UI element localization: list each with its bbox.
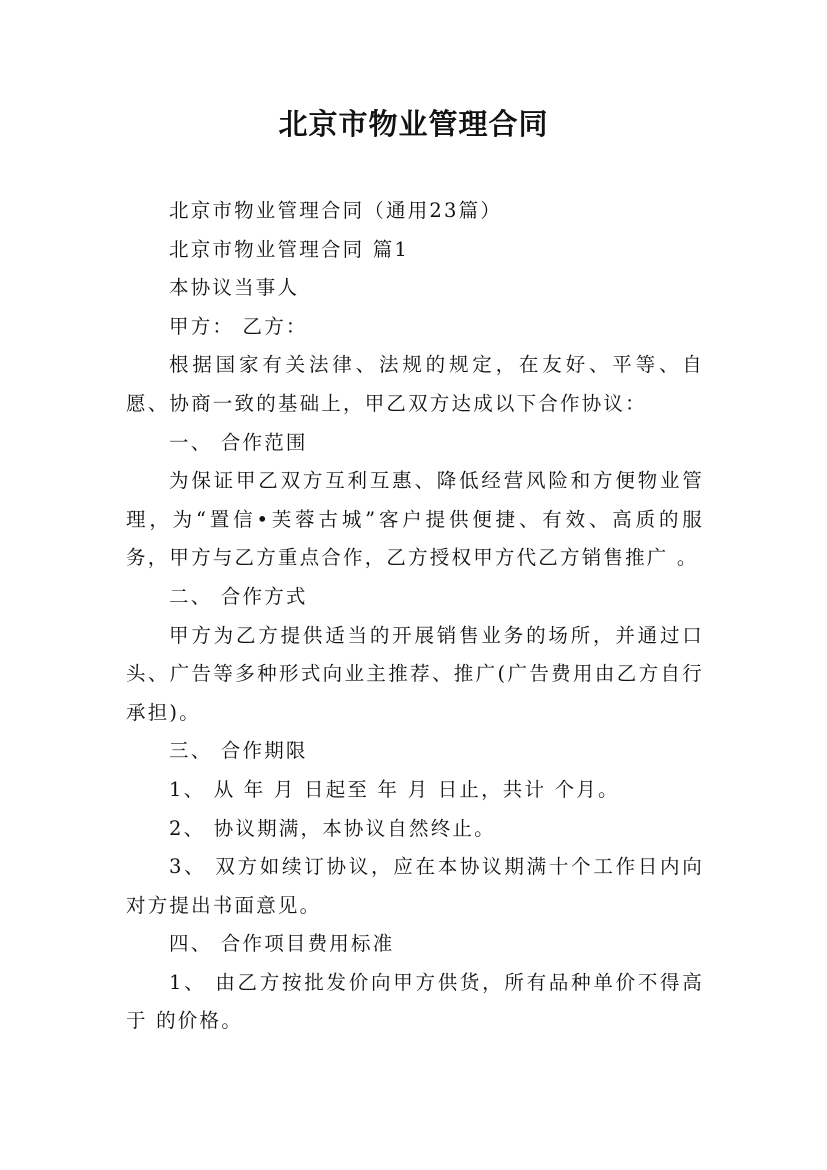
paragraph-clause-2-body: 甲方为乙方提供适当的开展销售业务的场所，并通过口头、广告等多种形式向业主推荐、推广(广告费用由乙方自行承担)。	[126, 623, 704, 724]
paragraph-clause-3-item-3: 3、 双方如续订协议，应在本协议期满十个工作日内向对方提出书面意见。	[126, 855, 704, 917]
document-title: 北京市物业管理合同	[278, 107, 549, 141]
paragraph-clause-3-item-1: 1、 从 年 月 日起至 年 月 日止，共计 个月。	[169, 777, 620, 801]
paragraph-clause-4-heading: 四、 合作项目费用标准	[169, 932, 395, 956]
paragraph-clause-3-item-2: 2、 协议期满，本协议自然终止。	[169, 816, 496, 840]
document-body	[126, 192, 704, 1041]
paragraph-preamble: 根据国家有关法律、法规的规定，在友好、平等、自愿、协商一致的基础上，甲乙双方达成以下合作协议：	[126, 353, 704, 415]
paragraph-parties: 甲方： 乙方：	[169, 314, 308, 338]
paragraph-parties-heading: 本协议当事人	[169, 276, 300, 300]
paragraph-clause-1-body: 为保证甲乙双方互利互惠、降低经营风险和方便物业管理，为“置信•芙蓉古城”客户提供便捷、有效、高质的服务，甲方与乙方重点合作，乙方授权甲方代乙方销售推广 。	[126, 469, 704, 570]
paragraph-clause-1-heading: 一、 合作范围	[169, 430, 308, 454]
paragraph-section-heading: 北京市物业管理合同 篇1	[169, 237, 410, 261]
paragraph-clause-3-heading: 三、 合作期限	[169, 739, 308, 763]
paragraph-clause-4-item-1: 1、 由乙方按批发价向甲方供货，所有品种单价不得高于 的价格。	[126, 970, 704, 1033]
paragraph-clause-2-heading: 二、 合作方式	[169, 584, 308, 608]
paragraph-subtitle: 北京市物业管理合同（通用23篇）	[169, 199, 503, 222]
